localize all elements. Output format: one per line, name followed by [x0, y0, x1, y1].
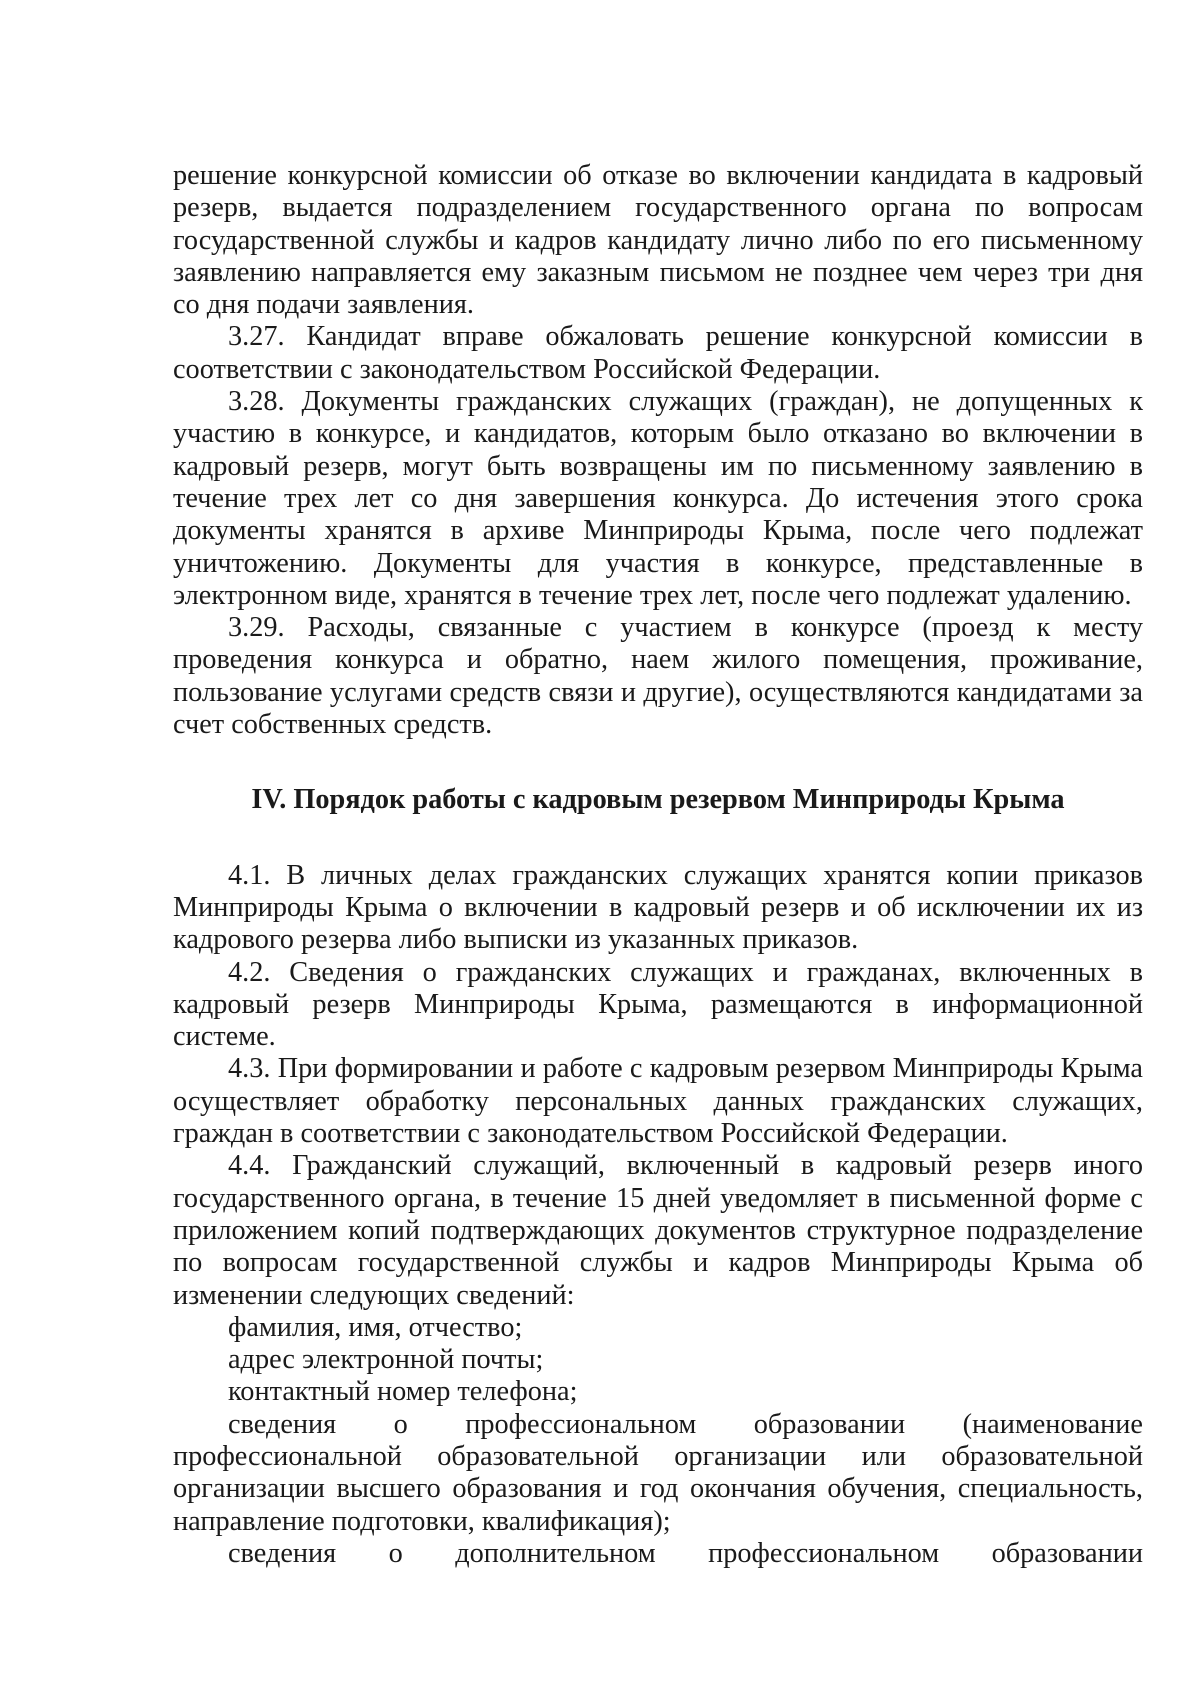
list-item-full-name: фамилия, имя, отчество; — [228, 1311, 523, 1343]
paragraph-4-1: 4.1. В личных делах гражданских служащих хранятся копии приказов Минприроды Крыма о включении в кадровый резерв и об исключении их из кадрового резерва либо выписки из указанных приказов. — [173, 859, 1143, 956]
paragraph-professional-education: сведения о профессиональном образовании (наименование профессиональной образовательной организации или образовательной организации высшего образования и год окончания обучения, специальность, направление подготовки, квалификация); — [173, 1408, 1143, 1537]
paragraph-4-2: 4.2. Сведения о гражданских служащих и гражданах, включенных в кадровый резерв Минприроды Крыма, размещаются в информационной системе. — [173, 956, 1143, 1053]
paragraph-3-29: 3.29. Расходы, связанные с участием в конкурсе (проезд к месту проведения конкурса и обратно, наем жилого помещения, проживание, пользование услугами средств связи и другие), осуществляются кандидатами за счет собственных средств. — [173, 612, 1143, 741]
paragraph-4-3: 4.3. При формировании и работе с кадровым резервом Минприроды Крыма осуществляет обработку персональных данных гражданских служащих, граждан в соответствии с законодательством Российской Федерации. — [173, 1053, 1143, 1150]
paragraph-3-27: 3.27. Кандидат вправе обжаловать решение конкурсной комиссии в соответствии с законодательством Российской Федерации. — [173, 321, 1143, 385]
section-heading: IV. Порядок работы с кадровым резервом Минприроды Крыма — [251, 784, 1065, 816]
paragraph-additional-education: сведения о дополнительном профессиональном образовании — [228, 1537, 1143, 1569]
paragraph-continuation: решение конкурсной комиссии об отказе во включении кандидата в кадровый резерв, выдается подразделением государственного органа по вопросам государственной службы и кадров кандидату лично либо по его письменному заявлению направляется ему заказным письмом не позднее чем через три дня со дня подачи заявления. — [173, 160, 1143, 321]
paragraph-3-28: 3.28. Документы гражданских служащих (граждан), не допущенных к участию в конкурсе, и кандидатов, которым было отказано во включении в кадровый резерв, могут быть возвращены им по письменному заявлению в течение трех лет со дня завершения конкурса. До истечения этого срока документы хранятся в архиве Минприроды Крыма, после чего подлежат уничтожению. Документы для участия в конкурсе, представленные в электронном виде, хранятся в течение трех лет, после чего подлежат удалению. — [173, 386, 1143, 611]
list-item-email: адрес электронной почты; — [228, 1344, 544, 1376]
paragraph-4-4: 4.4. Гражданский служащий, включенный в кадровый резерв иного государственного органа, в течение 15 дней уведомляет в письменной форме с приложением копий подтверждающих документов структурное подразделение по вопросам государственной службы и кадров Минприроды Крыма об изменении следующих сведений: — [173, 1150, 1143, 1311]
document-page — [173, 160, 1143, 1570]
list-item-phone: контактный номер телефона; — [228, 1376, 578, 1408]
